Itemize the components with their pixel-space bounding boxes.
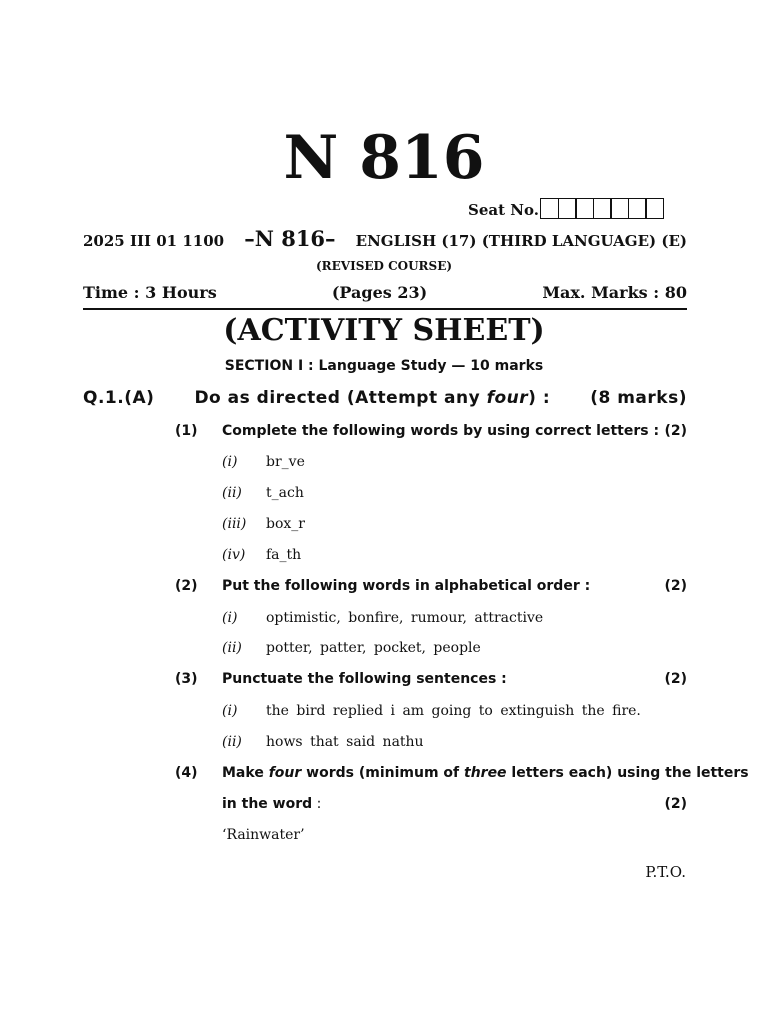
item-roman: (ii) <box>222 640 242 656</box>
item-roman: (iii) <box>222 516 247 532</box>
question-2-text: Put the following words in alphabetical order : <box>222 578 591 594</box>
page-turn-note: P.T.O. <box>645 863 686 881</box>
seat-digit-box[interactable] <box>575 198 594 219</box>
question-2-marks: (2) <box>664 578 687 594</box>
exam-code-line <box>83 226 687 251</box>
seat-digit-box[interactable] <box>540 198 559 219</box>
item-text: potter, patter, pocket, people <box>266 640 481 656</box>
seat-digit-box[interactable] <box>610 198 629 219</box>
activity-sheet-title: (ACTIVITY SHEET) <box>223 313 545 348</box>
question-4-text-line2: in the word : <box>222 796 322 812</box>
max-marks: Max. Marks : 80 <box>542 283 687 302</box>
question-1a-row <box>83 388 687 408</box>
item-text: t_ach <box>266 485 304 501</box>
item-roman: (i) <box>222 454 238 470</box>
item-text: fa_th <box>266 547 302 563</box>
question-4-text: Make four words (minimum of three letters each) using the letters <box>222 765 749 781</box>
page-count: (Pages 23) <box>331 283 428 302</box>
question-4-marks: (2) <box>664 796 687 812</box>
question-1-text: Complete the following words by using correct letters : <box>222 423 660 439</box>
item-roman: (ii) <box>222 485 242 501</box>
seat-digit-box[interactable] <box>628 198 647 219</box>
item-text: br_ve <box>266 454 305 470</box>
question-1-marks: (2) <box>664 423 687 439</box>
paper-code-dashed: –N 816– <box>244 226 336 251</box>
item-roman: (ii) <box>222 734 242 750</box>
time-allowed: Time : 3 Hours <box>83 283 217 302</box>
item-roman: (i) <box>222 703 238 719</box>
question-1-number: (1) <box>175 423 198 439</box>
seat-number-label: Seat No. <box>468 201 539 219</box>
item-text: box_r <box>266 516 305 532</box>
question-3-number: (3) <box>175 671 198 687</box>
seat-digit-box[interactable] <box>645 198 664 219</box>
item-text: hows that said nathu <box>266 734 424 750</box>
course-label: (REVISED COURSE) <box>315 259 453 273</box>
item-text: the bird replied i am going to extinguish the fire. <box>266 703 641 719</box>
seat-digit-box[interactable] <box>558 198 577 219</box>
question-1a-instruction: Do as directed (Attempt any four) : <box>194 388 551 408</box>
time-marks-line <box>83 283 687 302</box>
header-divider <box>83 308 687 310</box>
question-3-text: Punctuate the following sentences : <box>222 671 507 687</box>
seat-digit-box[interactable] <box>593 198 612 219</box>
question-1a-label: Q.1.(A) <box>83 388 155 408</box>
question-2-number: (2) <box>175 578 198 594</box>
item-roman: (iv) <box>222 547 246 563</box>
item-roman: (i) <box>222 610 238 626</box>
exam-code: 2025 III 01 1100 <box>83 232 225 250</box>
question-4-word: ‘Rainwater’ <box>222 827 305 843</box>
item-text: optimistic, bonfire, rumour, attractive <box>266 610 544 626</box>
question-1a-marks: (8 marks) <box>590 388 687 408</box>
subject-title: ENGLISH (17) (THIRD LANGUAGE) (E) <box>355 232 687 250</box>
paper-code-heading: N 816 <box>283 123 485 193</box>
question-4-number: (4) <box>175 765 198 781</box>
seat-number-boxes[interactable] <box>540 198 664 219</box>
section-title: SECTION I : Language Study — 10 marks <box>224 358 544 374</box>
question-3-marks: (2) <box>664 671 687 687</box>
